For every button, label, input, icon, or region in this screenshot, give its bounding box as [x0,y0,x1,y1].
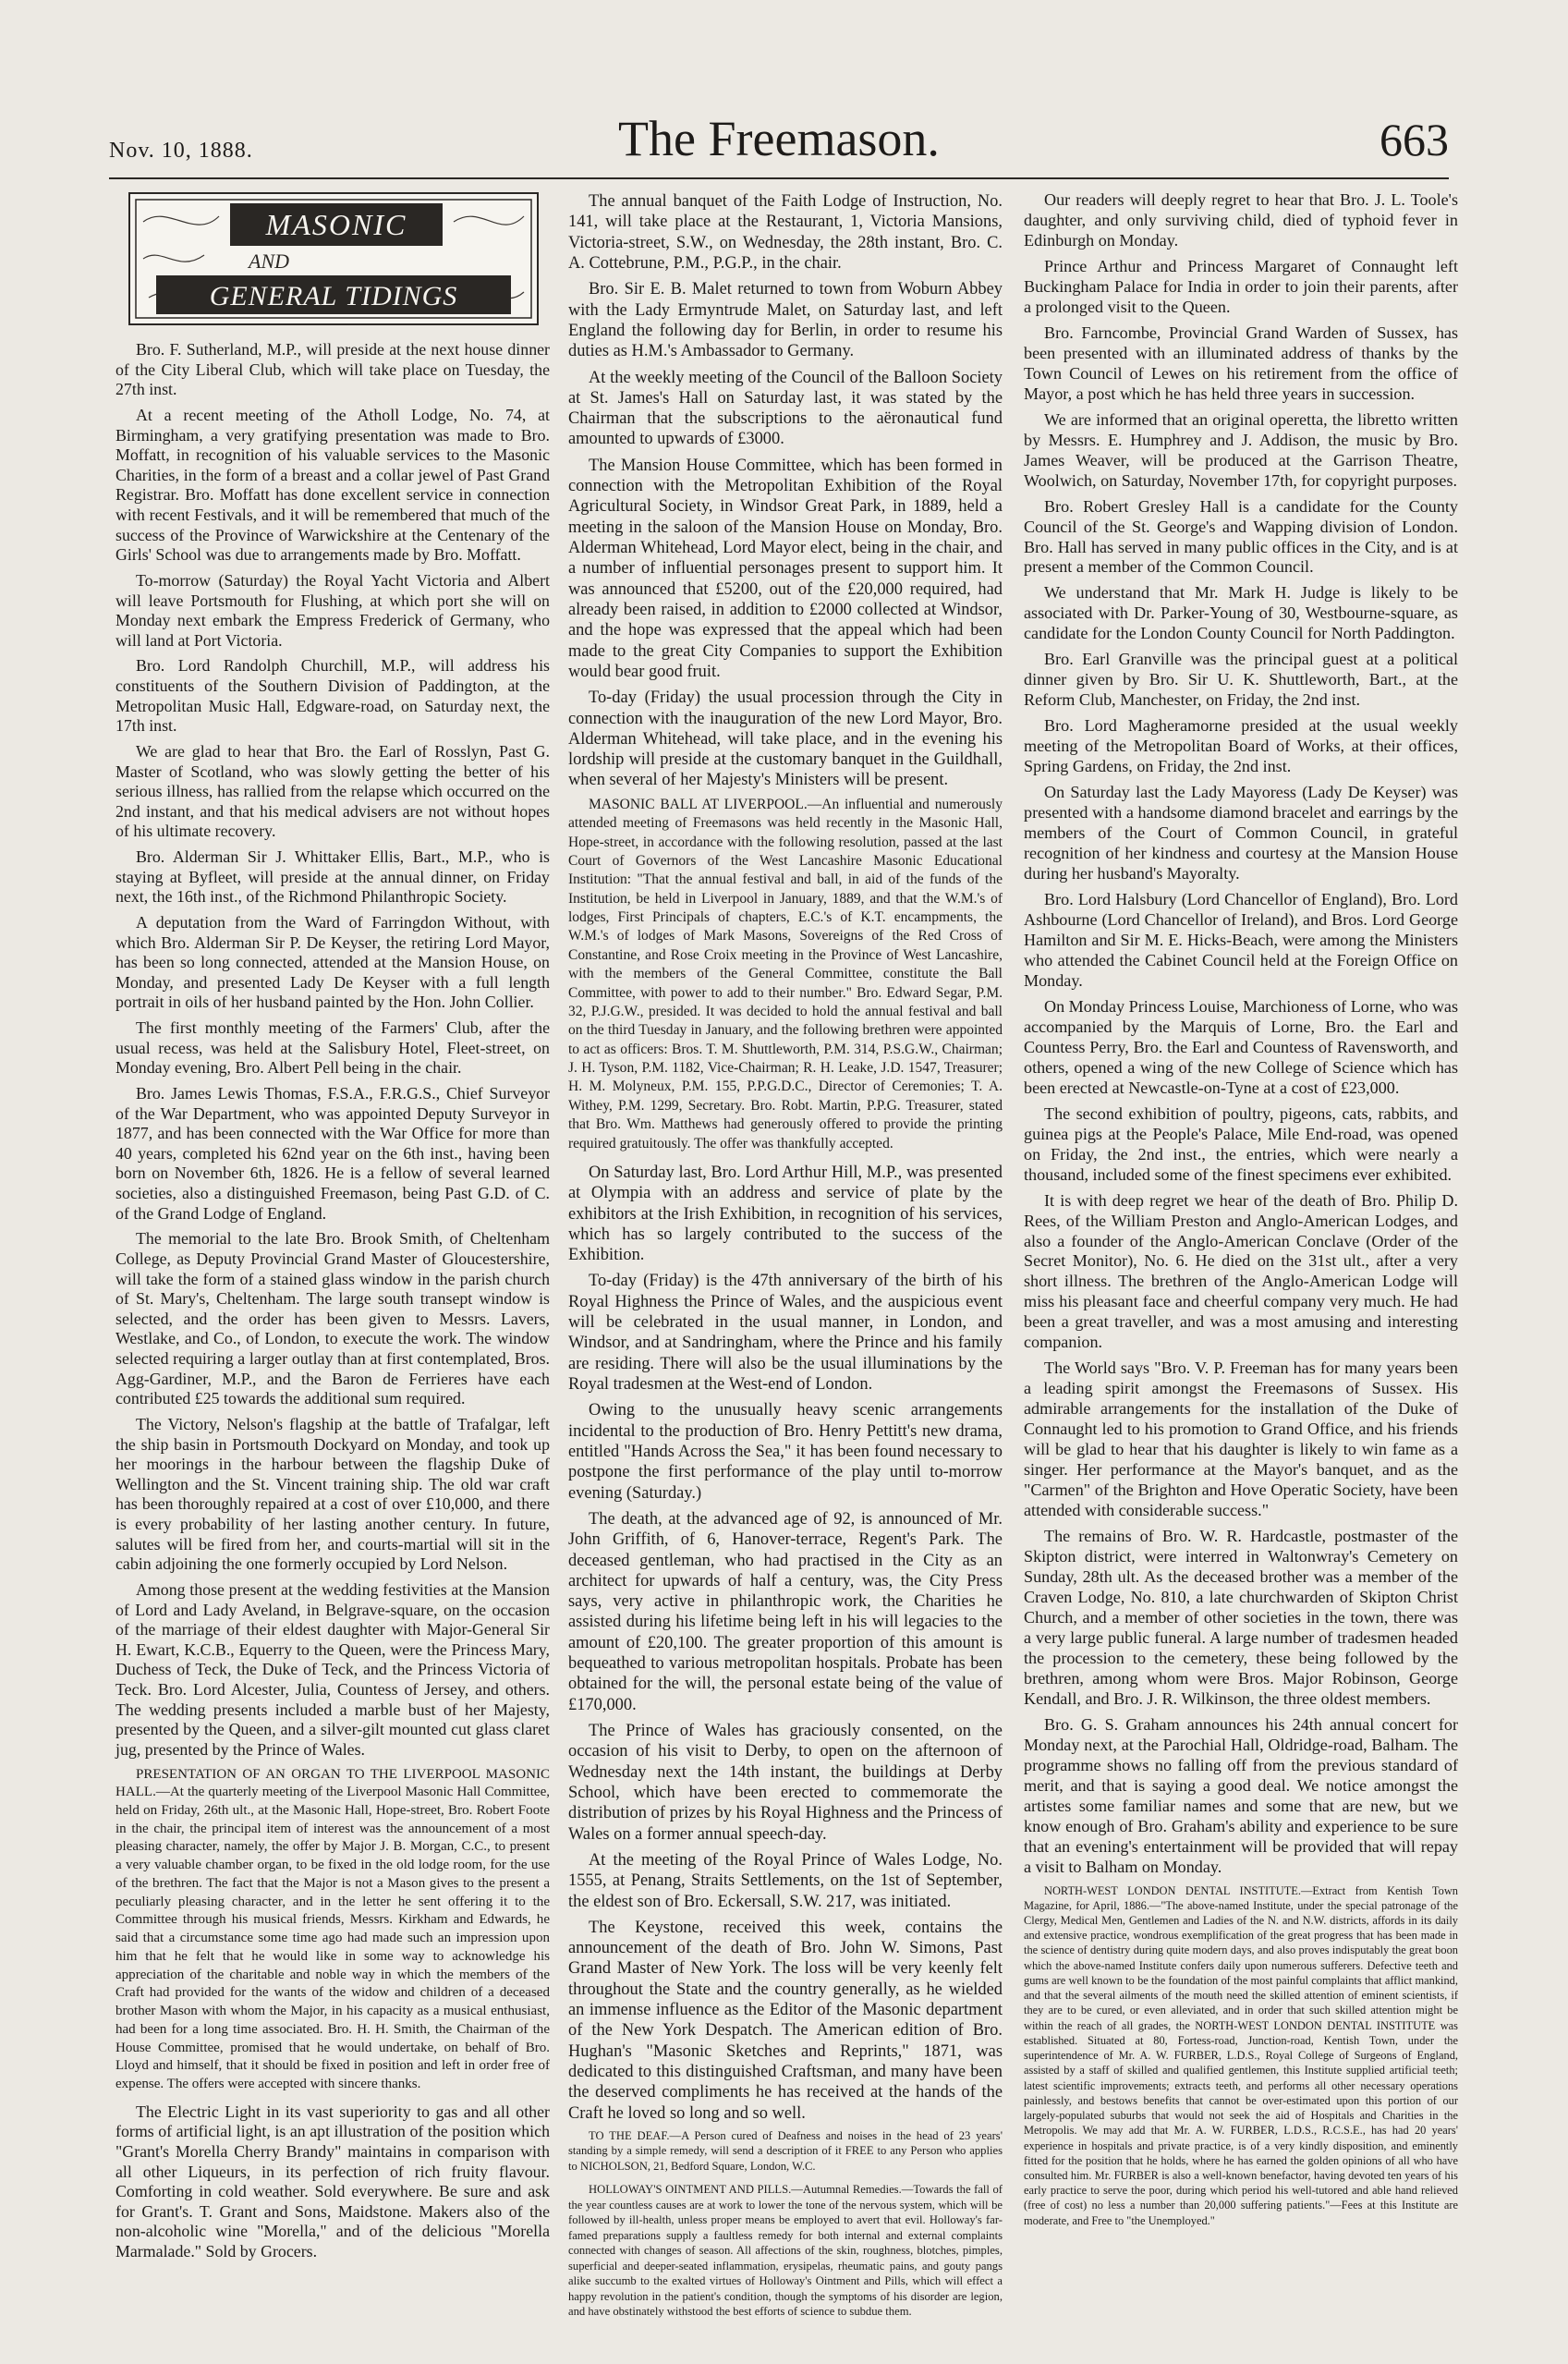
article-paragraph: Bro. F. Sutherland, M.P., will preside at the next house dinner of the City Liberal Club, which will take place on Tuesday, the 27th inst. [115,340,550,399]
article-paragraph: We are glad to hear that Bro. the Earl of Rosslyn, Past G. Master of Scotland, who was slowly getting the better of his serious illness, has rallied from the relapse which occurred on the 2nd instant, and that his medical advisers are not without hopes of his ultimate recovery. [115,741,550,841]
column-1-articles [115,340,550,2262]
article-paragraph: The Prince of Wales has graciously consented, on the occasion of his visit to Derby, to open on the afternoon of Wednesday next the 14th instant, the buildings at Derby School, which have been erected to commemorate the distribution of prizes by his Royal Highness and the Princess of Wales on a former annual speech-day. [568,1721,1003,1843]
article-paragraph: On Monday Princess Louise, Marchioness of Lorne, who was accompanied by the Marquis of Lorne, Bro. the Earl and Countess Perry, Bro. the Earl and Countess of Ravensworth, and others, opened a wing of the new College of Science which has been erected at Newcastle-on-Tyne at a cost of £23,000. [1024,996,1459,1097]
article-paragraph: The memorial to the late Bro. Brook Smith, of Cheltenham College, as Deputy Provincial Grand Master of Gloucestershire, will take the form of a stained glass window in the parish church of St. Mary's, Cheltenham. The large south transept window is selected, and the order has been given to Messrs. Lavers, Westlake, and Co., of London, to execute the work. The window selected requiring a larger outlay than at first contemplated, Bros. Agg-Gardiner, M.P., and the Baron de Ferrieres have each contributed £25 towards the additional sum required. [115,1229,550,1408]
column-1 [115,190,550,2268]
article-paragraph: The Electric Light in its vast superiority to gas and all other forms of artificial light, is an apt illustration of the position which "Grant's Morella Cherry Brandy" maintains in comparison with all other Liqueurs, in its perfection of rich fruity flavour. Comforting in cold weather. Sold everywhere. Be sure and ask for Grant's. T. Grant and Sons, Maidstone. Makers also of the non-alcoholic wine "Morella," and of the delicious "Morella Marmalade." Sold by Grocers. [115,2102,550,2261]
article-paragraph: On Saturday last the Lady Mayoress (Lady De Keyser) was presented with a handsome diamond bracelet and earrings by the members of the Court of Common Council, in grateful recognition of her kindness and courtesy at the Mansion House during her husband's Mayoralty. [1024,783,1458,883]
article-paragraph: We understand that Mr. Mark H. Judge is likely to be associated with Dr. Parker-Young of 30, Westbourne-square, as candidate for the London County Council for North Paddington. [1024,583,1458,643]
article-paragraph: A deputation from the Ward of Farringdon Without, with which Bro. Alderman Sir P. De Keyser, the retiring Lord Mayor, has been so long connected, attended at the Mansion House, on Monday, and presented Lady De Keyser with a full length portrait in oils of her husband painted by the Hon. John Collier. [115,912,550,1012]
column-2-articles [568,190,1003,2320]
banner-line-2: AND [249,250,289,273]
article-paragraph: The death, at the advanced age of 92, is announced of Mr. John Griffith, of 6, Hanover-terrace, Regent's Park. The deceased gentleman, who had practised in the City as an architect for upwards of half a century, was, the City Press says, very active in philanthropic work, the Charities he assisted during his lifetime being left in his will legacies to the amount of £20,100. The greater proportion of this amount is bequeathed to various metropolitan hospitals. Probate has been obtained for the will, the personal estate being of the value of £170,000. [568,1508,1003,1713]
article-paragraph: Bro. Lord Magheramorne presided at the usual weekly meeting of the Metropolitan Board of Works, at their offices, Spring Gardens, on Friday, the 2nd inst. [1024,716,1458,776]
banner-line-1: MASONIC [265,208,407,241]
article-paragraph: NORTH-WEST LONDON DENTAL INSTITUTE.—Extract from Kentish Town Magazine, for April, 1886.—"The above-named Institute, under the special patronage of the Clergy, Medical Men, Gentlemen and Ladies of the N. and N.W. districts, affords in its daily and extensive practice, wondrous exemplification of the great progress that has been made in the science of dentistry during quite modern days, and also proves indisputably the great boon which the above-named Institute confers daily upon numerous sufferers. Defective teeth and gums are well known to be the foundation of the most painful complaints that afflict mankind, and that the several ailments of the mouth need the skilled attention of eminent scientists, if they are to be cured, or even alleviated, and in order that such skilled attention might be within the reach of all grades, the NORTH-WEST LONDON DENTAL INSTITUTE was established. Situated at 80, Fortess-road, Junction-road, Kentish Town, under the superintendence of Mr. A. W. FURBER, L.D.S., Royal College of Surgeons of England, assisted by a staff of skilled and qualified gentlemen, this Institute supplied artificial teeth; latest scientific improvements; extracts teeth, and performs all other necessary operations painlessly, and bestows benefits that cannot be over-estimated upon this portion of our largely-populated suburbs that would not seek the aid of Hospitals and Charities in the Metropolis. We may add that Mr. A. W. FURBER, L.D.S., R.C.S.E., has had 20 years' experience in hospitals and private practice, is of a very kindly disposition, and eminently fitted for the position that he holds, where he has earned the golden opinions of all who have consulted him. Mr. FURBER is also a well-known benefactor, having devoted ten years of his early practice to serve the poor, during which period his well-tutored and able hand relieved (free of cost) no less a number than 20,000 suffering patients."—Fees at this Institute are moderate, and Free to "the Unemployed." [1024,1883,1458,2227]
article-paragraph: Bro. Alderman Sir J. Whittaker Ellis, Bart., M.P., who is staying at Byfleet, will preside at the annual dinner, on Friday next, the 16th inst., of the Richmond Philanthropic Society. [115,847,550,907]
article-paragraph: We are informed that an original operetta, the libretto written by Messrs. E. Humphrey and J. Addison, the music by Bro. James Weaver, will be produced at the Garrison Theatre, Woolwich, on Saturday, November 17th, for copyright purposes. [1024,409,1458,490]
article-paragraph: Owing to the unusually heavy scenic arrangements incidental to the production of Bro. Henry Pettitt's new drama, entitled "Hands Across the Sea," it has been found necessary to postpone the first performance of the play until to-morrow evening (Saturday.) [568,1400,1003,1502]
page-number: 663 [1380,114,1449,165]
article-paragraph: At the weekly meeting of the Council of the Balloon Society at St. James's Hall on Saturday last, it was stated by the Chairman that the subscriptions to the aëronautical fund amounted to upwards of £3000. [568,367,1003,448]
article-paragraph: Bro. G. S. Graham announces his 24th annual concert for Monday next, at the Parochial Hall, Oldridge-road, Balham. The programme shows no falling off from the previous standard of merit, and that is saying a good deal. We notice amongst the artistes some familiar names and some that are new, but we know enough of Bro. Graham's ability and experience to be sure that an evening's entertainment will be provided that will repay a visit to Balham on Monday. [1024,1714,1458,1876]
article-paragraph: TO THE DEAF.—A Person cured of Deafness and noises in the head of 23 years' standing by a simple remedy, will send a description of it FREE to any Person who applies to NICHOLSON, 21, Bedford Square, London, W.C. [568,2128,1003,2173]
banner-line-3: GENERAL TIDINGS [209,281,458,311]
section-banner-art [130,194,537,323]
column-3 [1024,190,1458,2236]
article-paragraph: On Saturday last, Bro. Lord Arthur Hill, M.P., was presented at Olympia with an address and service of plate by the exhibitors at the Irish Exhibition, in recognition of his services, which has so largely contributed to the success of the Exhibition. [568,1162,1003,1264]
publication-title: The Freemason. [618,111,940,166]
masthead [109,111,1449,176]
article-paragraph: To-morrow (Saturday) the Royal Yacht Victoria and Albert will leave Portsmouth for Flushing, at which port she will on Monday next embark the Empress Frederick of Germany, who will land at Port Victoria. [115,570,550,650]
masthead-rule [109,177,1449,179]
article-paragraph: The remains of Bro. W. R. Hardcastle, postmaster of the Skipton district, were interred in Waltonwray's Cemetery on Sunday, 28th ult. As the deceased brother was a member of the Craven Lodge, No. 810, a late churchwarden of Skipton Christ Church, and a member of other societies in the town, there was a very large public funeral. A large number of tradesmen headed the procession to the cemetery, these being followed by the brethren, among whom were Bros. Major Robinson, George Kendall, and Bro. J. R. Wilkinson, the three oldest members. [1024,1527,1458,1708]
article-paragraph: The annual banquet of the Faith Lodge of Instruction, No. 141, will take place at the Restaurant, 1, Victoria Mansions, Victoria-street, S.W., on Wednesday, the 28th instant, Bro. C. A. Cottebrune, P.M., P.G.P., in the chair. [568,191,1003,272]
article-paragraph: The Keystone, received this week, contains the announcement of the death of Bro. John W. Simons, Past Grand Master of New York. The loss will be very keenly felt throughout the State and the country generally, as he wielded an immense influence as the Editor of the Masonic department of the New York Despatch. The American edition of Bro. Hughan's "Masonic Sketches and Reprints," 1871, was dedicated to this distinguished Craftsman, and many have been the deserved compliments he has received at the hands of the Craft he loved so long and so well. [568,1917,1003,2122]
article-paragraph: The Victory, Nelson's flagship at the battle of Trafalgar, left the ship basin in Portsmouth Dockyard on Monday, and took up her moorings in the harbour between the flagship Duke of Wellington and the St. Vincent training ship. The old war craft has been thoroughly repaired at a cost of over £10,000, and there is every probability of her lasting another century. In future, salutes will be fired from her, and courts-martial will sit in the cabin adjoining the one formerly occupied by Lord Nelson. [115,1414,550,1574]
article-paragraph: Prince Arthur and Princess Margaret of Connaught left Buckingham Palace for India in order to join their parents, after a prolonged visit to the Queen. [1024,256,1458,316]
article-paragraph: At the meeting of the Royal Prince of Wales Lodge, No. 1555, at Penang, Straits Settlements, on the 1st of September, the eldest son of Bro. Eckersall, S.W. 217, was initiated. [568,1849,1003,1910]
article-paragraph: PRESENTATION OF AN ORGAN TO THE LIVERPOOL MASONIC HALL.—At the quarterly meeting of the Liverpool Masonic Hall Committee, held on Friday, 26th ult., at the Masonic Hall, Hope-street, Bro. Robert Foote in the chair, the principal item of interest was the announcement of a most pleasing character, namely, the offer by Major J. B. Morgan, C.C., to present a very valuable chamber organ, to be fixed in the old lodge room, for the use of the brethren. The fact that the Major is not a Mason gives to the present a peculiarly pleasing character, and in the letter he sent offering it to the Committee through his musical friends, Messrs. Kirkham and Edwards, he said that a circumstance some time ago had made such an impression upon him that he felt that he would like in some way to acknowledge his appreciation of the charitable and noble way in which the members of the Craft had provided for the wants of the widow and children of a deceased brother Mason with whom the Major, in his capacity as a musical enthusiast, had been for a long time associated. Bro. H. H. Smith, the Chairman of the House Committee, promised that he would undertake, on behalf of Bro. Lloyd and himself, that it should be fixed in position and left in order free of expense. The offers were accepted with sincere thanks. [115,1766,550,2091]
column-3-articles [1024,190,1458,2228]
column-2 [568,190,1003,2328]
article-paragraph: Bro. James Lewis Thomas, F.S.A., F.R.G.S., Chief Surveyor of the War Department, who was appointed Deputy Surveyor in 1877, and has been connected with the War Office for more than 40 years, completed his 62nd year on the 6th inst., having been born on November 6th, 1826. He is a fellow of several learned societies, also a distinguished Freemason, being Past G.D. of C. of the Grand Lodge of England. [115,1083,550,1223]
article-paragraph: Bro. Lord Randolph Churchill, M.P., will address his constituents of the Southern Division of Paddington, at the Metropolitan Music Hall, Edgware-road, on Saturday next, the 17th inst. [115,656,550,736]
article-paragraph: Bro. Sir E. B. Malet returned to town from Woburn Abbey with the Lady Ermyntrude Malet, on Saturday last, and left England the following day for Berlin, in order to resume his duties as H.M.'s Ambassador to Germany. [568,279,1003,360]
article-paragraph: MASONIC BALL AT LIVERPOOL.—An influential and numerously attended meeting of Freemasons was held recently in the Masonic Hall, Hope-street, in accordance with the following resolution, passed at the last Court of Governors of the West Lancashire Masonic Educational Institution: "That the annual festival and ball, in aid of the funds of the Institution, be held in Liverpool in January, 1889, and that the W.M.'s of lodges, First Principals of chapters, E.C.'s of K.T. encampments, the W.M.'s of lodges of Mark Masons, Sovereigns of the Red Cross of Constantine, and Rose Croix meeting in the Province of West Lancashire, with the members of the General Committee, constitute the Ball Committee, with power to add to their number." Bro. Edward Segar, P.M. 32, P.J.G.W., presided. It was decided to hold the annual festival and ball on the third Tuesday in January, and the following brethren were appointed to act as officers: Bros. T. M. Shuttleworth, P.M. 314, P.S.G.W., Chairman; J. H. Tyson, P.M. 1182, Vice-Chairman; R. H. Leake, J.D. 1547, Treasurer; H. M. Molyneux, P.M. 155, P.P.G.D.C., Director of Ceremonies; T. A. Withey, P.M. 1299, Secretary. Bro. Robt. Martin, P.P.G. Treasurer, stated that Bro. Wm. Matthews had generously offered to provide the printing required gratuitously. The offer was thankfully accepted. [568,796,1003,1152]
article-paragraph: Bro. Farncombe, Provincial Grand Warden of Sussex, has been presented with an illuminated address of thanks by the Town Council of Lewes on his retirement from the office of Mayor, a post which he has held three years in succession. [1024,323,1458,403]
section-banner [128,192,539,325]
article-paragraph: The World says "Bro. V. P. Freeman has for many years been a leading spirit amongst the Freemasons of Sussex. His admirable arrangements for the installation of the Duke of Connaught led to his promotion to Grand Office, and his friends will be glad to hear that his daughter is likely to win fame as a singer. Her performance at the Mayor's banquet, and as the "Carmen" of the Brighton and Hove Operatic Society, have been attended with considerable success." [1024,1359,1458,1520]
article-paragraph: The Mansion House Committee, which has been formed in connection with the Metropolitan Exhibition of the Royal Agricultural Society, in Windsor Great Park, in 1889, held a meeting in the saloon of the Mansion House on Monday, Bro. Alderman Whitehead, Lord Mayor elect, being in the chair, and a number of influential personages present to support him. It was announced that £5200, out of the £20,000 required, had already been raised, in addition to £2000 collected at Windsor, and the hope was expressed that the appeal which had been made to the great City Companies to support the Exhibition would bear good fruit. [568,455,1003,680]
article-paragraph: Bro. Robert Gresley Hall is a candidate for the County Council of the St. George's and Wapping division of London. Bro. Hall has served in many public offices in the City, and is at present a member of the Common Council. [1024,496,1458,577]
article-paragraph: To-day (Friday) is the 47th anniversary of the birth of his Royal Highness the Prince of Wales, and the auspicious event will be celebrated in the usual manner, in London, and Windsor, and at Sandringham, where the Prince and his family are residing. There will also be the usual illuminations by the Royal tradesmen at the West-end of London. [568,1271,1003,1393]
article-paragraph: The second exhibition of poultry, pigeons, cats, rabbits, and guinea pigs at the People's Palace, Mile End-road, was opened on Friday, the 2nd inst., the entries, which were nearly a thousand, included some of the finest specimens ever exhibited. [1024,1103,1458,1184]
article-paragraph: To-day (Friday) the usual procession through the City in connection with the inauguration of the new Lord Mayor, Bro. Alderman Whitehead, will take place, and in the evening his lordship will preside at the customary banquet in the Guildhall, when several of her Majesty's Ministers will be present. [568,688,1003,789]
article-paragraph: HOLLOWAY'S OINTMENT AND PILLS.—Autumnal Remedies.—Towards the fall of the year countless causes are at work to lower the tone of the nervous system, which will be followed by ill-health, unless proper means be employed to avert that evil. Holloway's far-famed preparations supply a faultless remedy for both internal and external complaints connected with changes of season. All affections of the skin, roughness, blotches, pimples, superficial and deeper-seated inflammation, erysipelas, rheumatic pains, and gouty pangs alike succumb to the exalted virtues of Holloway's Ointment and Pills, which will effect a happy revolution in the patient's condition, though the symptoms of his disorder are legion, and have obstinately withstood the best efforts of science to subdue them. [568,2183,1003,2319]
article-paragraph: Among those present at the wedding festivities at the Mansion of Lord and Lady Aveland, in Belgrave-square, on the occasion of the marriage of their eldest daughter with Major-General Sir H. Ewart, K.C.B., Equerry to the Queen, were the Princess Mary, Duchess of Teck, the Duke of Teck, and the Princess Victoria of Teck. Bro. Lord Alcester, Julia, Countess of Jersey, and others. The wedding presents included a marble bust of her Majesty, presented by the Queen, and a silver-gilt mounted cut glass claret jug, presented by the Prince of Wales. [115,1579,550,1759]
article-paragraph: It is with deep regret we hear of the death of Bro. Philip D. Rees, of the William Preston and Anglo-American Lodges, and also a founder of the Anglo-American Conclave (Order of the Secret Monitor), No. 6. He died on the 31st ult., after a very short illness. The brethren of the Anglo-American Lodge will miss his pleasant face and cheerful company very much. He had been a great traveller, and was a most amusing and interesting companion. [1024,1190,1458,1352]
issue-date: Nov. 10, 1888. [109,139,253,163]
article-paragraph: Bro. Earl Granville was the principal guest at a political dinner given by Bro. Sir U. K. Shuttleworth, Bart., at the Reform Club, Manchester, on Friday, the 2nd inst. [1024,650,1458,710]
article-paragraph: Bro. Lord Halsbury (Lord Chancellor of England), Bro. Lord Ashbourne (Lord Chancellor of Ireland), and Bros. Lord George Hamilton and Sir M. E. Hicks-Beach, were among the Ministers who attended the Cabinet Council held at the Foreign Office on Monday. [1024,890,1458,990]
article-paragraph: At a recent meeting of the Atholl Lodge, No. 74, at Birmingham, a very gratifying presentation was made to Bro. Moffatt, in recognition of his valuable services to the Masonic Charities, in the form of a breast and a collar jewel of Past Grand Registrar. Bro. Moffatt has done excellent service in connection with recent Festivals, and it will be remembered that much of the success of the Province of Warwickshire at the Centenary of the Girls' School was due to arrangements made by Bro. Moffatt. [115,405,550,565]
article-paragraph: The first monthly meeting of the Farmers' Club, after the usual recess, was held at the Salisbury Hotel, Fleet-street, on Monday evening, Bro. Albert Pell being in the chair. [115,1018,550,1078]
article-paragraph: Our readers will deeply regret to hear that Bro. J. L. Toole's daughter, and only surviving child, died of typhoid fever in Edinburgh on Monday. [1024,190,1458,250]
